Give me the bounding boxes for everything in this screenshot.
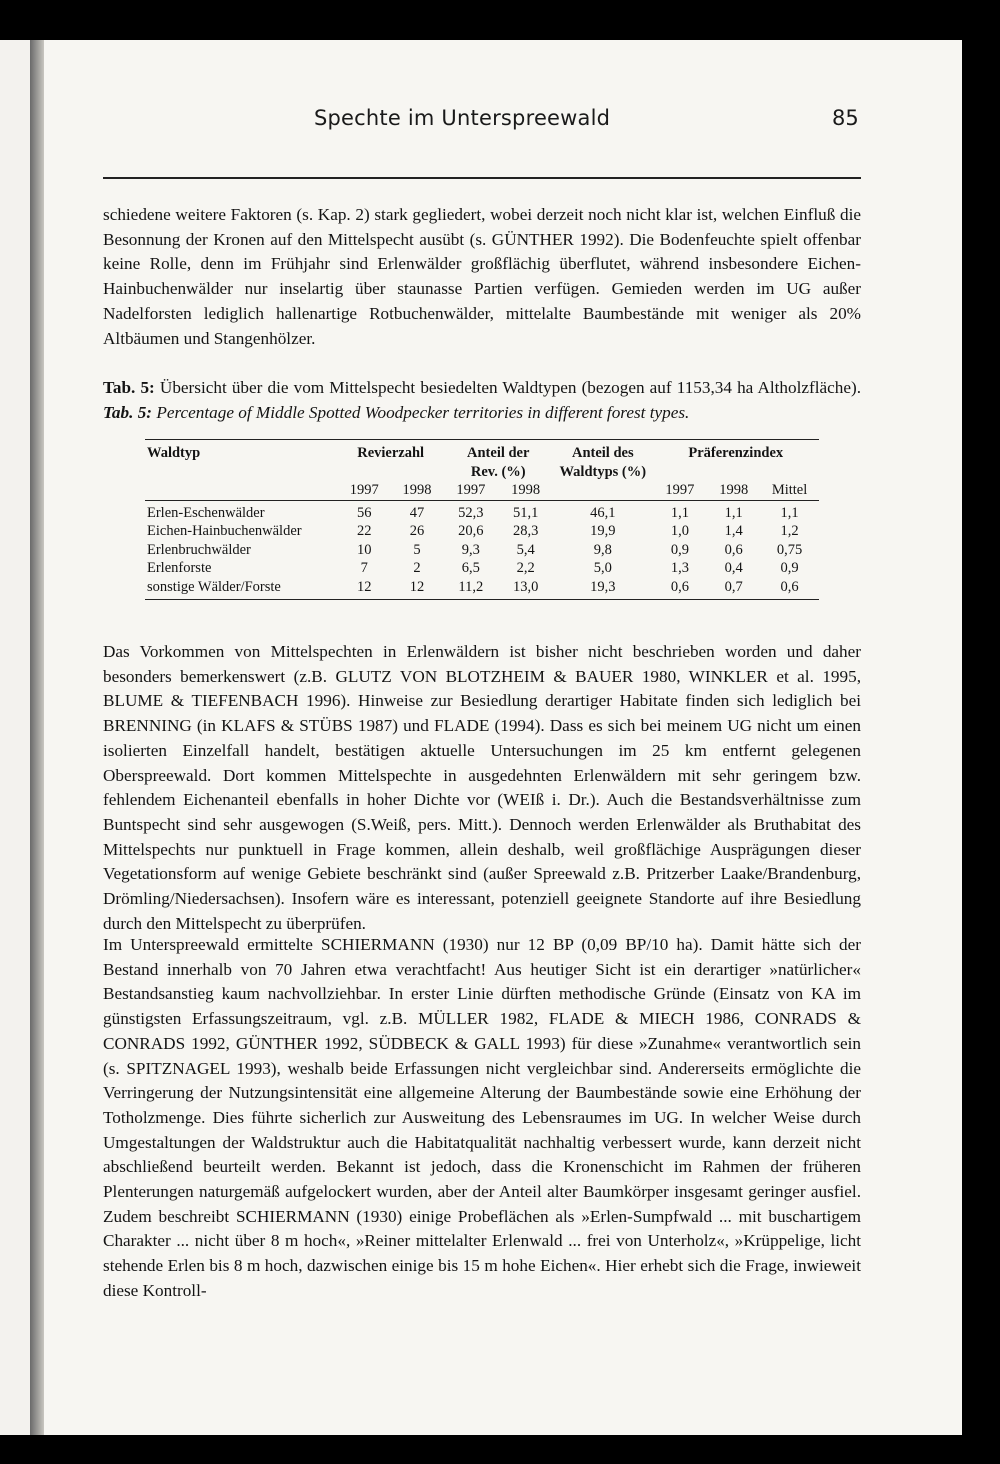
cell-value: 1,1 (780, 504, 799, 521)
cell-value: 0,9 (780, 560, 799, 576)
cell-value: 1,0 (670, 523, 689, 539)
book-gutter (30, 40, 44, 1435)
header-rule (103, 177, 861, 179)
cell-value: 52,3 (458, 504, 484, 521)
cell-value: 0,4 (724, 560, 743, 576)
cell-value: 7 (360, 560, 368, 576)
subheader-cell: 1997 (456, 482, 486, 498)
cell-value: 1,2 (780, 523, 799, 539)
intro-text: schiedene weitere Faktoren (s. Kap. 2) stark gegliedert, wobei derzeit noch nicht klar ist, welchen Einfluß die Besonnung der Kronen auf den Mittelspecht ausübt (s. GÜNTHER 1992). Die Bodenfeuchte spielt offenbar keine Rolle, denn im Frühjahr sind Erlenwälder großflächig überflutet, während insbesondere Eichen-Hainbuchenwälder nur inselartig über staunasse Partien verfügen. Gemieden werden im UG außer Nadelforsten lediglich hallenartige Rotbuchenwälder, mittelalte Baumbestände mit weniger als 20% Altbäumen und Stangenhölzer. (103, 205, 861, 348)
cell-value: 26 (409, 523, 425, 539)
subheader-cell: 1998 (719, 482, 749, 498)
cell-value: 12 (357, 578, 372, 595)
table-row (145, 578, 819, 600)
cell-value: 11,2 (458, 578, 484, 595)
header-anteil-rev-2: Rev. (%) (470, 463, 526, 480)
cell-value: 13,0 (512, 578, 539, 595)
subheader-cell: 1998 (402, 482, 432, 498)
paragraph-text: Im Unterspreewald ermittelte SCHIERMANN (1930) nur 12 BP (0,09 BP/10 ha). Damit hätte sich der Bestand innerhalb von 70 Jahren etwa verachtfacht! Aus heutiger Sicht ist ein derartiger »natürlicher« Bestandsanstieg kaum nachvollziehbar. In erster Linie dürften methodische Gründe (Einsatz von KA im günstigsten Erfassungszeitraum, vgl. z.B. MÜLLER 1982, FLADE & MIECH 1986, CONRADS & CONRADS 1992, GÜNTHER 1992, SÜDBECK & GALL 1993) für diese »Zunahme« verantwortlich sein (s. SPITZNAGEL 1993), weshalb beide Erfassungen nicht vergleichbar sind. Andererseits ermöglichte die Verringerung der Nutzungsintensität eine allgemeine Alterung der Baumbestände sowie eine Erhöhung der Totholzmenge. Dies führte sicherlich zur Ausweitung des Lebensraumes im UG. In welcher Weise durch Umgestaltungen der Waldstruktur auch die Habitatqualität nachhaltig verbessert wurde, kann derzeit nicht abschließend beurteilt werden. Bekannt ist jedoch, dass die Kronenschicht im Rahmen der früheren Plenterungen naturgemäß aufgelockert wurden, aber der Anteil alter Baumkörper insgesamt geringer ausfiel. Zudem beschreibt SCHIERMANN (1930) einige Probeflächen als »Erlen-Sumpfwald ... mit buschartigem Charakter ... nicht über 8 m hoch«, »Reiner mittelalter Erlenwald ... frei von Unterholz«, »Krüppelige, licht stehende Erlen bis 8 m hoch, dazwischen einige bis 15 m hohe Eichen«. Hier erhebt sich die Frage, inwieweit diese Kontroll- (103, 935, 861, 1300)
cell-value: 0,9 (670, 541, 689, 558)
header-anteil-rev-1: Anteil der (467, 445, 530, 461)
cell-value: 1,1 (724, 504, 743, 521)
subheader-cell: 1998 (511, 482, 541, 498)
table-caption (103, 376, 861, 425)
cell-waldtyp: sonstige Wälder/Forste (147, 578, 281, 595)
cell-value: 5,0 (593, 560, 612, 576)
cell-value: 5 (413, 541, 421, 558)
caption-text-en: Percentage of Middle Spotted Woodpecker territories in different forest types. (156, 402, 690, 422)
cell-value: 2 (413, 560, 421, 576)
cell-value: 51,1 (512, 504, 539, 521)
cell-value: 22 (357, 523, 372, 539)
cell-waldtyp: Erlen-Eschenwälder (147, 504, 265, 521)
table-row (145, 522, 819, 541)
header-praeferenz: Präferenzindex (688, 445, 784, 461)
cell-value: 46,1 (590, 504, 616, 521)
intro-paragraph (103, 203, 861, 351)
cell-waldtyp: Erlenbruchwälder (147, 541, 251, 558)
header-waldtyp: Waldtyp (147, 445, 201, 461)
cell-value: 47 (409, 504, 425, 521)
cell-value: 20,6 (458, 523, 484, 539)
running-title: Spechte im Unterspreewald (314, 106, 611, 130)
header-revierzahl: Revierzahl (357, 445, 425, 461)
cell-value: 9,8 (593, 541, 612, 558)
data-table (145, 439, 819, 600)
cell-value: 1,4 (724, 523, 743, 539)
page-number: 85 (832, 106, 859, 130)
caption-text-de: Übersicht über die vom Mittelspecht besiedelten Waldtypen (bezogen auf 1153,34 ha Altholzfläche). (159, 378, 862, 397)
cell-value: 0,6 (780, 578, 799, 595)
cell-waldtyp: Eichen-Hainbuchenwälder (147, 523, 302, 539)
cell-value: 0,7 (724, 578, 743, 595)
cell-value: 9,3 (461, 541, 480, 558)
cell-waldtyp: Erlenforste (147, 560, 212, 576)
body-paragraph-schiermann (103, 933, 861, 1304)
table-row (145, 559, 819, 578)
facing-page-edge (0, 40, 30, 1435)
caption-label-en: Tab. 5: (103, 402, 153, 422)
cell-value: 19,9 (590, 523, 616, 539)
cell-value: 56 (357, 504, 372, 521)
subheader-cell: 1997 (665, 482, 695, 498)
cell-value: 2,2 (516, 560, 535, 576)
cell-value: 0,6 (670, 578, 689, 595)
cell-value: 5,4 (516, 541, 535, 558)
subheader-cell: 1997 (349, 482, 379, 498)
cell-value: 1,3 (670, 560, 689, 576)
cell-value: 6,5 (461, 560, 480, 576)
cell-value: 0,6 (724, 541, 743, 558)
cell-value: 10 (357, 541, 372, 558)
body-paragraph-erlenwaelder (103, 640, 861, 936)
subheader-cell: Mittel (771, 482, 808, 498)
caption-label-de: Tab. 5: (103, 378, 155, 397)
cell-value: 19,3 (590, 578, 616, 595)
cell-value: 28,3 (512, 523, 539, 539)
header-anteil-wald-2: Waldtyps (%) (559, 463, 647, 480)
paragraph-text: Das Vorkommen von Mittelspechten in Erlenwäldern ist bisher nicht beschrieben worden und daher besonders bemerkenswert (z.B. GLUTZ VON BLOTZHEIM & BAUER 1980, WINKLER et al. 1995, BLUME & TIEFENBACH 1996). Hinweise zur Besiedlung derartiger Habitate finden sich lediglich bei BRENNING (in KLAFS & STÜBS 1987) und FLADE (1994). Dass es sich bei meinem UG nicht um einen isolierten Einzelfall handelt, bestätigen aktuelle Untersuchungen im 25 km entfernt gelegenen Oberspreewald. Dort kommen Mittelspechte in ausgedehnten Erlenwäldern mit sehr geringem bzw. fehlendem Eichenanteil ebenfalls in hoher Dichte vor (WEIß i. Dr.). Auch die Bestandsverhältnisse zum Buntspecht sind sehr ausgewogen (S.Weiß, pers. Mitt.). Dennoch werden Erlenwälder als Bruthabitat des Mittelspechts nur punktuell in Frage kommen, allein deshalb, weil großflächige Ausprägungen dieser Vegetationsform auf wenige Gebiete beschränkt sind (außer Spreewald z.B. Pritzerber Laake/Brandenburg, Drömling/Niedersachsen). Insofern wäre es interessant, potenziell geeignete Standorte auf ihre Besiedlung durch den Mittelspecht zu überprüfen. (103, 642, 861, 933)
cell-value: 12 (409, 578, 425, 595)
header-anteil-wald-1: Anteil des (571, 445, 634, 461)
table-row (145, 500, 819, 522)
table-row (145, 541, 819, 560)
cell-value: 1,1 (670, 504, 689, 521)
cell-value: 0,75 (776, 541, 803, 558)
